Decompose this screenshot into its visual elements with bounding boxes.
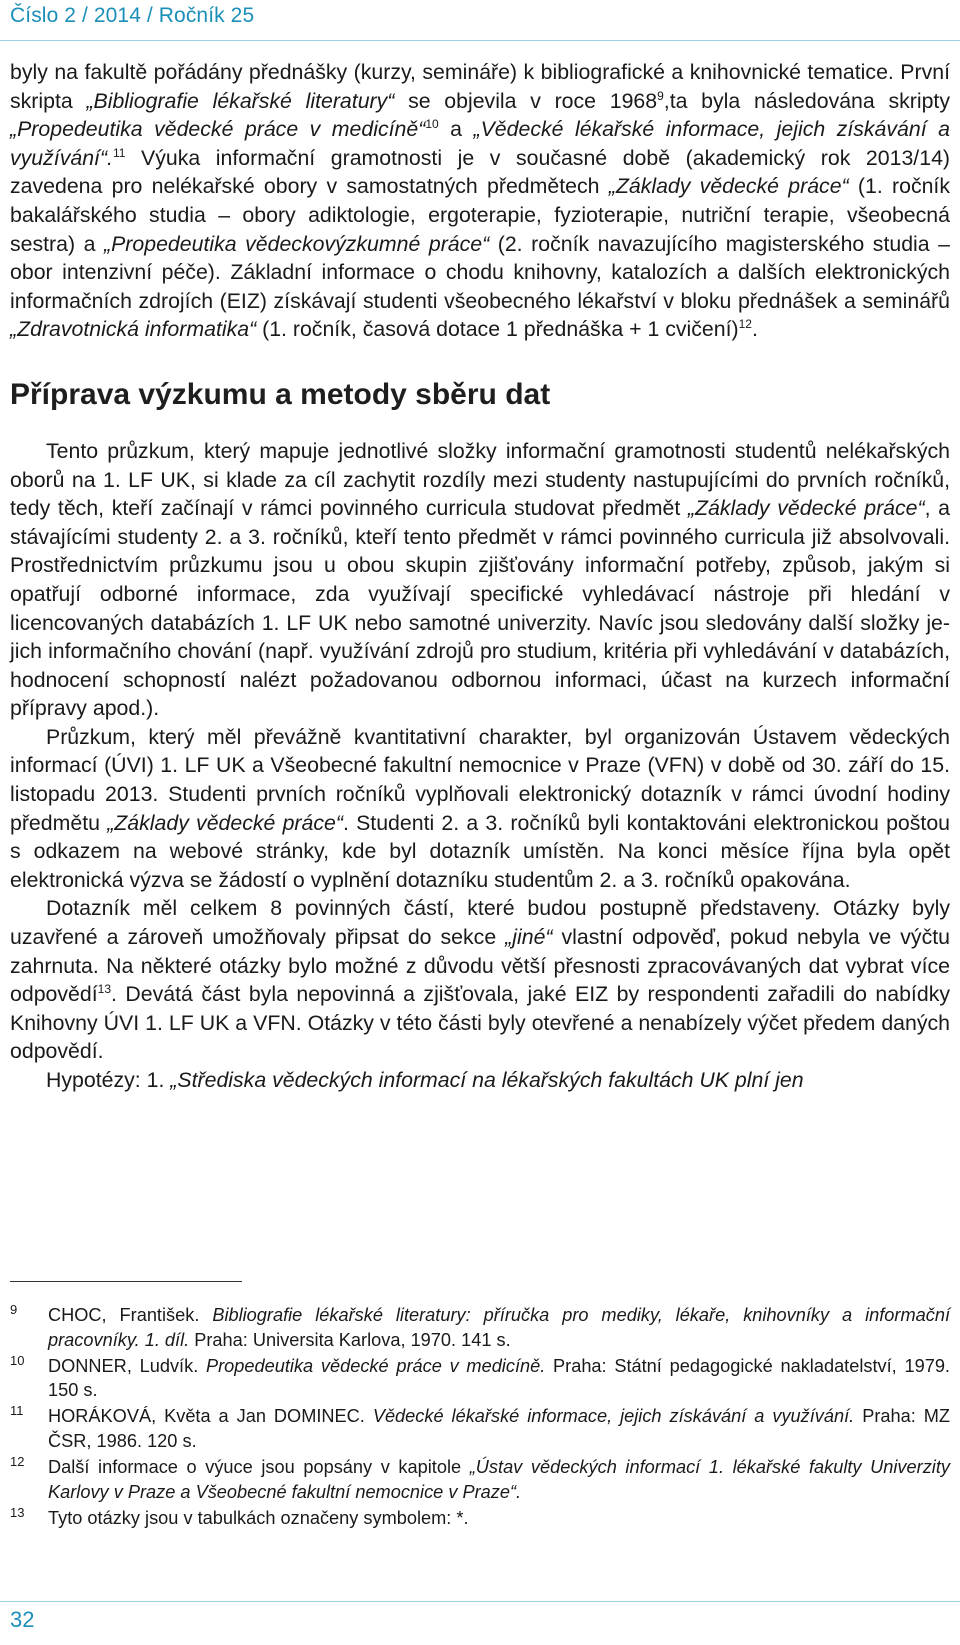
text-run: Hypotézy: 1. <box>46 1068 171 1092</box>
quoted-term: „jiné“ <box>505 925 553 950</box>
text-run: se objevila v roce 1968 <box>394 88 658 113</box>
text-run: Dotazník měl celkem 8 povinných částí, které budou postupně představeny. Otázky byly uzavřené a zároveň umožňovaly připsat do sekce <box>10 896 950 950</box>
footnote-item <box>10 1506 950 1531</box>
footnote-text: Praha: Universita Karlova, 1970. 141 s. <box>189 1329 511 1350</box>
running-header: Číslo 2 / 2014 / Ročník 25 <box>10 4 255 27</box>
footnote-ref[interactable]: 13 <box>97 982 111 997</box>
footnotes <box>10 1303 950 1532</box>
footnote-item <box>10 1455 950 1504</box>
book-title: „Vědecké lékařské informace, jejich získávání a využívání“. <box>10 117 950 170</box>
text-run: Výuka informační gramotnosti je v současné době (akademický rok 2013/14) zavedena pro nelékařské obory v samostatných předmětech <box>10 145 950 199</box>
text-run: ,ta byla následována skripty <box>663 88 950 113</box>
footnote-ref[interactable]: 11 <box>112 145 126 160</box>
footnote-text: Praha: MZ ČSR, 1986. 120 s. <box>48 1406 950 1451</box>
text-run: (1. ročník bakalářského studia – obory adiktologie, ergoterapie, fyzioterapie, nutriční terapie, všeobecná sestra) a <box>10 174 950 256</box>
footnote-ref[interactable]: 9 <box>657 88 664 103</box>
footnote-item <box>10 1404 950 1453</box>
footnote-text: Praha: Státní pedagogické nakladatelství, 1979. 150 s. <box>48 1355 950 1401</box>
page-number: 32 <box>10 1607 35 1632</box>
footnote-ref[interactable]: 10 <box>425 117 439 132</box>
text-run: Průzkum, který měl převážně kvantitativní charakter, byl organizován Ústavem vědeckých informací (ÚVI) 1. LF UK a Všeobecné fakultní nemocnice v Praze (VFN) v době od 30. září do 15. listopadu 2013. Studenti prvních ročníků vyplňovali elektronický dotazník v rámci úvodní hodiny předmětu <box>10 724 950 835</box>
footnote-text: Tyto otázky jsou v tabulkách označeny symbolem: *. <box>48 1507 469 1528</box>
footnote-number: 10 <box>10 1352 25 1368</box>
paragraph-3 <box>10 723 950 895</box>
text-run: . <box>751 317 758 342</box>
paragraph-2 <box>10 437 950 723</box>
footnote-title: „Ústav vědeckých informací 1. lékařské fakulty Univerzity Karlovy v Praze a Všeobecné fakultní nemocnice v Praze“. <box>48 1457 950 1502</box>
footnote-divider <box>10 1281 242 1282</box>
paragraph-5 <box>10 1066 950 1095</box>
footnote-item <box>10 1354 950 1403</box>
paragraph-1 <box>10 58 950 344</box>
footer-divider <box>0 1601 960 1602</box>
book-title: „Bibliografie lékařské literatury“ <box>86 88 395 113</box>
text-run: Tento průzkum, který mapuje jednotlivé složky informační gramotnosti studentů nelékařských oborů na 1. LF UK, si klade za cíl zachytit rozdíly mezi studenty nastupujícími do prvních ročníků, tedy těch, kteří začínají v rámci povinného curricula studovat předmět <box>10 438 950 521</box>
footnote-title: Bibliografie lékařské literatury: příručka pro mediky, lékaře, knihovníky a informační pracovníky. 1. díl. <box>48 1305 950 1350</box>
course-title: „Zdravotnická informatika“ <box>10 317 257 342</box>
text-run: . Devátá část byla nepovinná a zjišťovala, jaké EIZ by respondenti zařadili do nabídky Knihovny ÚVI 1. LF UK a VFN. Otázky v této části byly otevřené a nenabízely výčet předem daných odpovědí. <box>10 982 950 1064</box>
footnote-text: CHOC, František. <box>48 1305 213 1325</box>
text-run: vlastní odpověď, pokud nebyla ve výčtu zahrnuta. Na některé otázky bylo možné z důvodu větší přesnosti zpracovávaných dat vybrat více odpovědí <box>10 925 950 1007</box>
course-title: „Propedeutika vědeckovýzkumné práce“ <box>104 231 490 256</box>
text-run: a <box>438 117 474 142</box>
text-run: byly na fakultě pořádány přednášky (kurzy, semináře) k bibliografické a knihovnické tematice. První skripta <box>10 60 950 113</box>
text-run: (2. ročník navazujícího magisterského studia – obor intenzivní péče). Základní informace o chodu knihovny, katalozích a dalších elektronických informačních zdrojích (EIZ) získávají studenti všeobecného lékařství v bloku přednášek a seminářů <box>10 231 950 313</box>
paragraph-4 <box>10 894 950 1066</box>
footnote-text: Další informace o výuce jsou popsány v kapitole <box>48 1457 470 1478</box>
text-run: . Studenti 2. a 3. ročníků byli kontaktováni elektronickou poštou s odkazem na webové stránky, kde byl dotazník umístěn. Na konci měsíce října byla opět elektronická výzva se žádostí o vyplnění dotazníku studentům 2. a 3. ročníků opakována. <box>10 810 951 892</box>
hypothesis-quote: „Střediska vědeckých informací na lékařských fakultách UK plní jen <box>170 1068 804 1092</box>
text-run: (1. ročník, časová dotace 1 přednáška + 1 cvičení) <box>256 317 739 342</box>
footnote-title: Propedeutika vědecké práce v medicíně. <box>205 1355 546 1376</box>
course-title: „Základy vědecké práce“ <box>107 810 343 835</box>
footnote-text: DONNER, Ludvík. <box>48 1355 206 1376</box>
footnote-item <box>10 1303 950 1352</box>
text-run: , a stávajícími studenty 2. a 3. ročníků, kteří tento předmět v rámci povinného curricula již absolvovali. Prostřednictvím průzkumu jsou u obou skupin zjišťovány informační potřeby, způsob, jakým si opatřují odborné informace, zda využívají specifické vyhledávací nástroje při hledání v licencovaných databázích 1. LF UK nebo samotné univerzity. Navíc jsou sledovány další složky jejich informačního chování (např. využívání zdrojů pro studium, kritéria při vyhledávání v databázích, hodnocení schopností nalézt požadovanou odbornou informaci, účast na kurzech informační přípravy apod.). <box>10 496 951 721</box>
course-title: „Základy vědecké práce“ <box>608 174 849 199</box>
footnote-title: Vědecké lékařské informace, jejich získávání a využívání. <box>372 1406 855 1427</box>
course-title: „Základy vědecké práce“ <box>687 496 925 521</box>
footnote-number: 9 <box>10 1302 18 1317</box>
footnote-number: 13 <box>10 1504 25 1520</box>
book-title: „Propedeutika vědecké práce v medicíně“ <box>10 117 426 142</box>
footnote-ref[interactable]: 12 <box>738 317 752 332</box>
header-divider <box>0 40 960 41</box>
article-body <box>10 58 950 1095</box>
section-heading: Příprava výzkumu a metody sběru dat <box>10 377 551 411</box>
footnote-number: 12 <box>10 1454 25 1470</box>
footnote-number: 11 <box>10 1403 24 1419</box>
footnote-text: HORÁKOVÁ, Květa a Jan DOMINEC. <box>48 1406 373 1427</box>
